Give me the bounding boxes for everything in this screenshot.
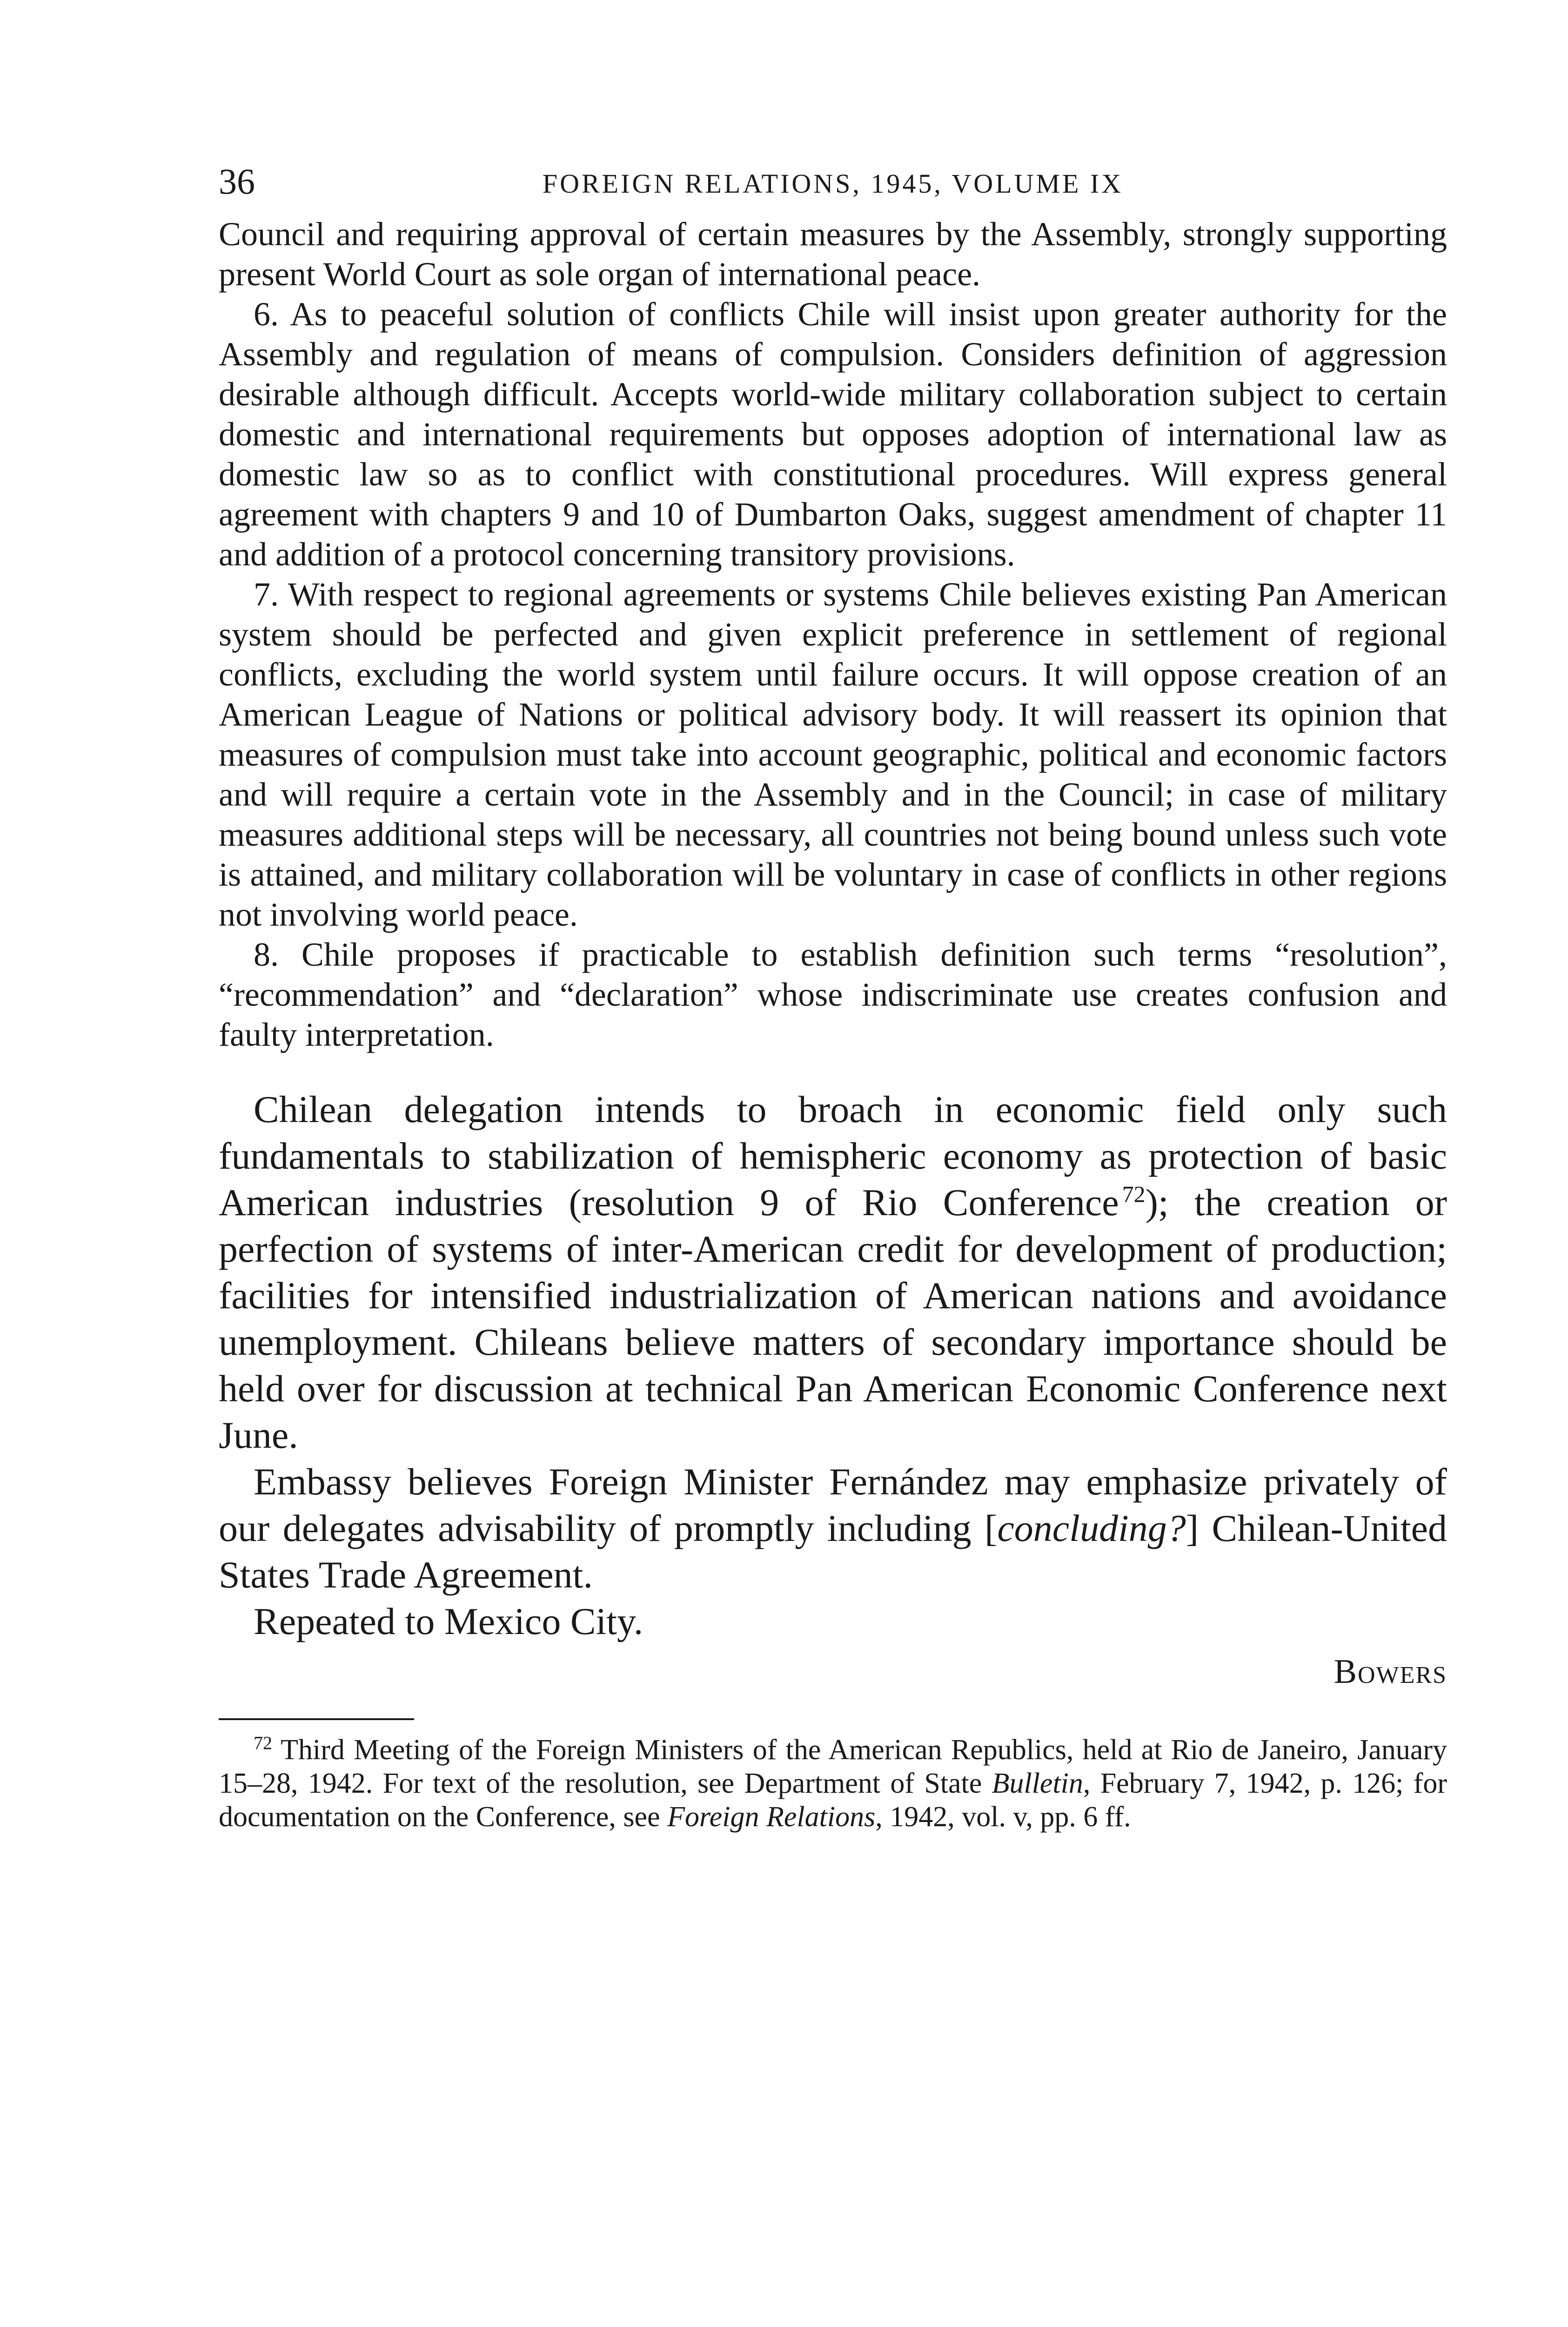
- document-page: [219, 158, 1447, 1834]
- economic-paragraph: [219, 1086, 1447, 1459]
- footnote-italic-bulletin: Bulletin: [992, 1768, 1083, 1799]
- footnote-text-part3: , 1942, vol. v, pp. 6 ff.: [875, 1801, 1131, 1833]
- footnote-divider: [219, 1718, 414, 1720]
- page-number: 36: [219, 161, 255, 202]
- point-7: 7. With respect to regional agreements or systems Chile believes existing Pan American system should be perfected and given explicit preference in settlement of regional conflicts, excluding the world system until failure occurs. It will oppose creation of an American League of Nations or political advisory body. It will reassert its opinion that measures of compulsion must take into account geographic, political and economic factors and will require a certain vote in the Assembly and in the Council; in case of military measures additional steps will be necessary, all countries not being bound unless such vote is attained, and military collaboration will be voluntary in case of conflicts in other regions not involving world peace.: [219, 576, 1447, 933]
- point-6: 6. As to peaceful solution of conflicts Chile will insist upon greater authority for the Assembly and regulation of means of compulsion. Considers definition of aggression desirable although difficult. Accepts world-wide military collaboration subject to certain domestic and international requirements but opposes adoption of international law as domestic law so as to conflict with constitutional procedures. Will express general agreement with chapters 9 and 10 of Dumbarton Oaks, suggest amendment of chapter 11 and addition of a protocol concerning transitory provisions.: [219, 296, 1447, 573]
- point-8: 8. Chile proposes if practicable to establish definition such terms “resolution”, “recommendation” and “declaration” whose indiscriminate use creates confusion and faulty interpretation.: [219, 936, 1447, 1053]
- embassy-text-part1: Embassy believes Foreign Minister Fernández may emphasize privately of our delegates advisability of promptly including [: [219, 1460, 1447, 1549]
- footnote-italic-foreign-relations: Foreign Relations: [667, 1801, 876, 1833]
- embassy-text-italic: concluding?: [997, 1507, 1186, 1549]
- economic-text-part2: ); the creation or perfection of systems of inter-American credit for development of production; facilities for intensified industrialization of American nations and avoidance unemployment. Chileans believe matters of secondary importance should be held over for discussion at technical Pan American Economic Conference next June.: [219, 1181, 1447, 1456]
- footnote-ref-72: 72: [1122, 1181, 1146, 1207]
- signature: Bowers: [1333, 1653, 1447, 1691]
- embassy-paragraph: [219, 1459, 1447, 1598]
- footnote-marker: 72: [254, 1732, 272, 1754]
- footnote-text-part1: Third Meeting of the Foreign Ministers of the American Republics, held at Rio de Janeiro, January 15–28, 1942. For text of the resolution, see Department of State: [219, 1734, 1447, 1799]
- telegram-body: [219, 1086, 1447, 1695]
- repeated-paragraph: Repeated to Mexico City.: [254, 1600, 643, 1642]
- running-title: FOREIGN RELATIONS, 1945, VOLUME IX: [542, 168, 1124, 199]
- footnote-72: [219, 1733, 1447, 1834]
- economic-text-part1: Chilean delegation intends to broach in economic field only such fundamentals to stabilization of hemispheric economy as protection of basic American industries (resolution 9 of Rio Conference: [219, 1088, 1447, 1224]
- telegram-points: [219, 214, 1447, 1055]
- footnote-text-part2: , February 7, 1942, p. 126; for documentation on the Conference, see: [219, 1768, 1447, 1833]
- footnote: [219, 1733, 1447, 1834]
- running-head: [219, 158, 1447, 214]
- point-5-continuation: Council and requiring approval of certain measures by the Assembly, strongly supporting present World Court as sole organ of international peace.: [219, 215, 1447, 293]
- embassy-text-part2: ] Chilean-United States Trade Agreement.: [219, 1507, 1447, 1596]
